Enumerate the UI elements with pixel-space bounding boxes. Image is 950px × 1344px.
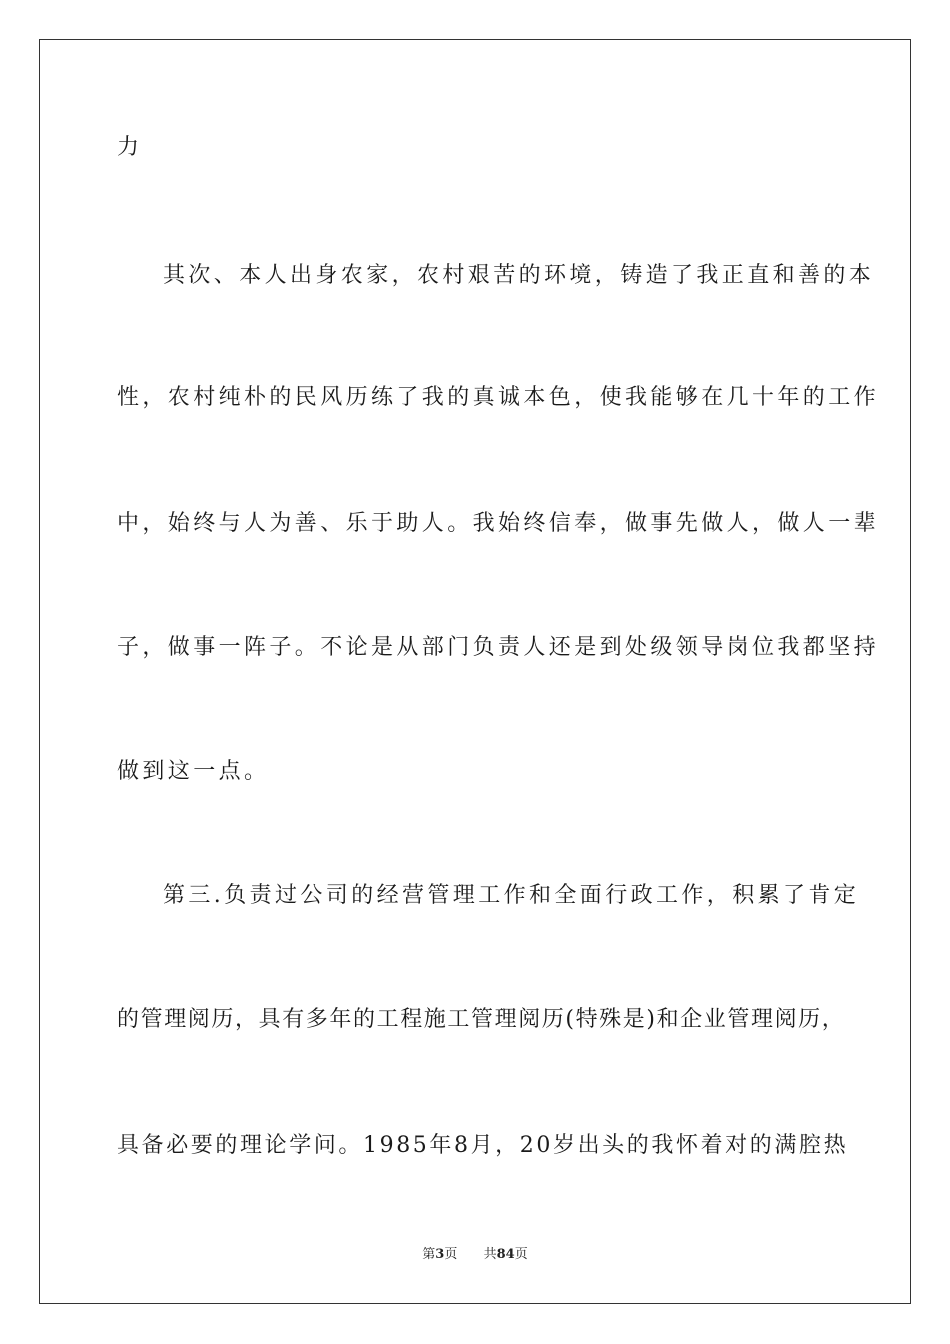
text-line-3: 性，农村纯朴的民风历练了我的真诚本色，使我能够在几十年的工作 <box>117 385 880 410</box>
total-pages-label <box>484 1246 528 1264</box>
text-line-9: 具备必要的理论学问。1985年8月，20岁出头的我怀着对的满腔热 <box>117 1133 849 1158</box>
text-line-2: 其次、本人出身农家，农村艰苦的环境，铸造了我正直和善的本 <box>163 263 875 288</box>
page-suffix: 页 <box>444 1247 458 1262</box>
text-line-5: 子，做事一阵子。不论是从部门负责人还是到处级领导岗位我都坚持 <box>117 635 880 660</box>
total-suffix: 页 <box>514 1247 528 1262</box>
text-line-8: 的管理阅历，具有多年的工程施工管理阅历(特殊是)和企业管理阅历， <box>117 1007 846 1032</box>
text-line-4: 中，始终与人为善、乐于助人。我始终信奉，做事先做人，做人一辈 <box>117 511 880 536</box>
page-number: 3 <box>435 1247 445 1262</box>
text-line-6: 做到这一点。 <box>117 759 270 784</box>
total-prefix: 共 <box>483 1247 497 1262</box>
text-line-7: 第三.负责过公司的经营管理工作和全面行政工作，积累了肯定 <box>163 883 860 908</box>
page-prefix: 第 <box>422 1247 436 1262</box>
page-footer <box>0 1246 950 1264</box>
page-frame <box>39 39 911 1304</box>
text-line-1: 力 <box>117 135 143 160</box>
page-label <box>422 1246 457 1264</box>
total-pages: 84 <box>496 1247 515 1262</box>
